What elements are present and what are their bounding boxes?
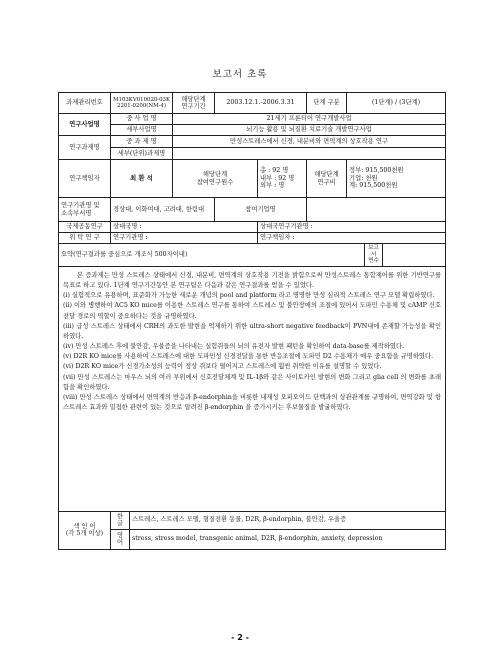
report-pages-label: 보고서 면수 bbox=[365, 244, 383, 267]
program-main-value: 21세기 프론티어 연구개발사업 bbox=[173, 114, 446, 125]
program-sub-value: 뇌기능 활용 및 뇌질환 치료기술 개발연구사업 bbox=[173, 125, 446, 136]
company-label: 참여기업명 bbox=[215, 198, 307, 222]
keywords-english: stress, stress model, transgenic animal, D2R, β-endorphin, anxiety, depression bbox=[130, 529, 446, 549]
consign-institution: 연구기관명 : bbox=[111, 233, 258, 244]
period-value: 2003.12.1.-2006.3.31 bbox=[215, 93, 307, 114]
intl-partner: 상대국명 : bbox=[111, 222, 258, 233]
summary-item: (i) 실험적으로 유용하며, 표준화가 가능한 새로운 개념의 pool and platform 라고 명명한 만성 심리적 스트레스 연구 모델 확립하였다. bbox=[63, 292, 435, 300]
participant-external: 외부 : 명 bbox=[260, 182, 285, 190]
researcher-name: 최 환 석 bbox=[111, 160, 173, 198]
fund-values bbox=[347, 160, 446, 198]
institution-value: 경상대, 이화여대, 고려대, 한림대 bbox=[111, 198, 215, 222]
keywords-label: 색 인 어 (각 5개 이상) bbox=[59, 511, 111, 549]
summary-body bbox=[59, 266, 446, 511]
table-row bbox=[59, 222, 446, 233]
table-row bbox=[59, 114, 446, 125]
fund-government: 정부: 915,500천원 bbox=[349, 167, 404, 175]
consign-label: 위 탁 연 구 bbox=[59, 233, 111, 244]
summary-item: (vi) D2R KO mice가 신경가소성의 능력이 정상 쥐보다 떨어지고 스트레스에 훨씬 취약한 이유를 설명할 수 있었다. bbox=[63, 363, 382, 371]
participant-count-label: 해당단계 참여연구원수 bbox=[173, 160, 258, 198]
project-main-value: 만성스트레스에서 신경, 내분비와 면역계의 상호작용 연구 bbox=[173, 136, 446, 148]
table-row bbox=[59, 93, 446, 114]
summary-item: (ii) 이와 병행하여 AC5 KO mice를 이용한 스트레스 연구를 통하여 스트레스 및 불안장애의 조절에 있어서 도파민 수용체 및 cAMP 신호전달 경로의 역할이 중요하다는 것을 규명하였다. bbox=[63, 302, 442, 320]
participant-counts bbox=[258, 160, 307, 198]
project-number: M103KV010020-03K 2201-0200(NM-4) bbox=[111, 93, 173, 114]
page-number: - 2 - bbox=[231, 633, 249, 642]
summary-label: 요약(연구결과를 중심으로 개조식 500자이내) bbox=[59, 244, 365, 267]
keywords-english-label: 영 어 bbox=[111, 529, 130, 549]
keywords-korean-label: 한 글 bbox=[111, 511, 130, 529]
report-pages-value bbox=[383, 244, 446, 267]
participant-internal: 내부 : 92 명 bbox=[260, 174, 295, 182]
table-row bbox=[59, 244, 446, 267]
period-label: 해당단계 연구기간 bbox=[173, 93, 215, 114]
program-sub-label: 세부사업명 bbox=[111, 125, 173, 136]
fund-company: 기업: 천원 bbox=[349, 174, 378, 182]
page-title: 보고서 초록 bbox=[212, 69, 268, 80]
keywords-korean: 스트레스, 스트레스 모델, 형질전환 동물, D2R, β-endorphin, 불안감, 우울증 bbox=[130, 511, 446, 529]
fund-label: 해당단계 연구비 bbox=[307, 160, 347, 198]
summary-intro: 본 증과제는 만성 스트레스 상태에서 신경, 내분비, 면역계의 상호작용 기전을 밝힘으로써 만성스트레스 통합제어를 위한 기반연구를 목표로 하고 있다. 1단계 연구기간동안 본 연구팀은 다음과 같은 연구결과를 얻을 수 있었다. bbox=[63, 271, 442, 289]
table-row bbox=[59, 136, 446, 148]
program-main-label: 중 사 업 명 bbox=[111, 114, 173, 125]
researcher-label: 연구책임자 bbox=[59, 160, 111, 198]
summary-item: (v) D2R KO mice를 사용하여 스트레스에 대한 도파민성 신경전달을 통한 반응조절에 도파민 D2 수용체가 매우 중요함을 규명하였다. bbox=[63, 353, 434, 361]
summary-item: (vii) 만성 스트레스는 마우스 뇌의 여러 부위에서 신호전달체계 및 IL-1β와 같은 사이토카인 발현의 변화 그리고 glia cell 의 변화를 초래함을 확인하였다. bbox=[63, 373, 442, 391]
project-sub-label: 세부(단위)과제명 bbox=[111, 148, 173, 160]
summary-item: (iii) 급성 스트레스 상태에서 CRH의 과도한 발현을 억제하기 위한 ultra-short negative feedback이 PVN내에 존재할 가능성을 확인하였다. bbox=[63, 322, 442, 340]
table-row bbox=[59, 233, 446, 244]
fund-total: 계: 915,500천원 bbox=[349, 182, 398, 190]
table-row bbox=[59, 511, 446, 529]
intl-partner-institution: 상대국연구기관명 : bbox=[258, 222, 446, 233]
summary-item: (iv) 만성 스트레스 후에 불안감, 우울증을 나타내는 실험쥐들의 뇌의 유전자 발현 패턴을 확인하여 data-base를 제작하였다. bbox=[63, 343, 405, 351]
project-sub-value bbox=[173, 148, 446, 160]
summary-item: (viii) 만성 스트레스 상태에서 면역계의 반응과 β-endorphin을 비롯한 내재성 오피오이드 단백과의 상관관계를 규명하여, 면역강화 및 항 스트레스 효과와 밀접한 관련이 있는 것으로 알려진 β-endorphin 을 증가시키는 후보물질을 발굴하였다. bbox=[63, 394, 442, 412]
table-row bbox=[59, 160, 446, 198]
table-row bbox=[59, 529, 446, 549]
project-label: 연구과제명 bbox=[59, 136, 111, 160]
table-row bbox=[59, 266, 446, 511]
table-row bbox=[59, 125, 446, 136]
consign-leader: 연구책임자 : bbox=[258, 233, 446, 244]
company-value bbox=[307, 198, 446, 222]
program-label: 연구사업명 bbox=[59, 114, 111, 136]
table-row bbox=[59, 148, 446, 160]
project-number-label: 과제관리번호 bbox=[59, 93, 111, 114]
stage-label: 단계 구분 bbox=[307, 93, 347, 114]
intl-label: 국제공동연구 bbox=[59, 222, 111, 233]
institution-label: 연구기관명 및 소속부서명 bbox=[59, 198, 111, 222]
table-row bbox=[59, 198, 446, 222]
participant-total: 총 : 92 명 bbox=[260, 167, 289, 175]
report-abstract-table bbox=[58, 92, 446, 550]
project-main-label: 중 과 제 명 bbox=[111, 136, 173, 148]
stage-value: (1단계) / (3단계) bbox=[347, 93, 446, 114]
